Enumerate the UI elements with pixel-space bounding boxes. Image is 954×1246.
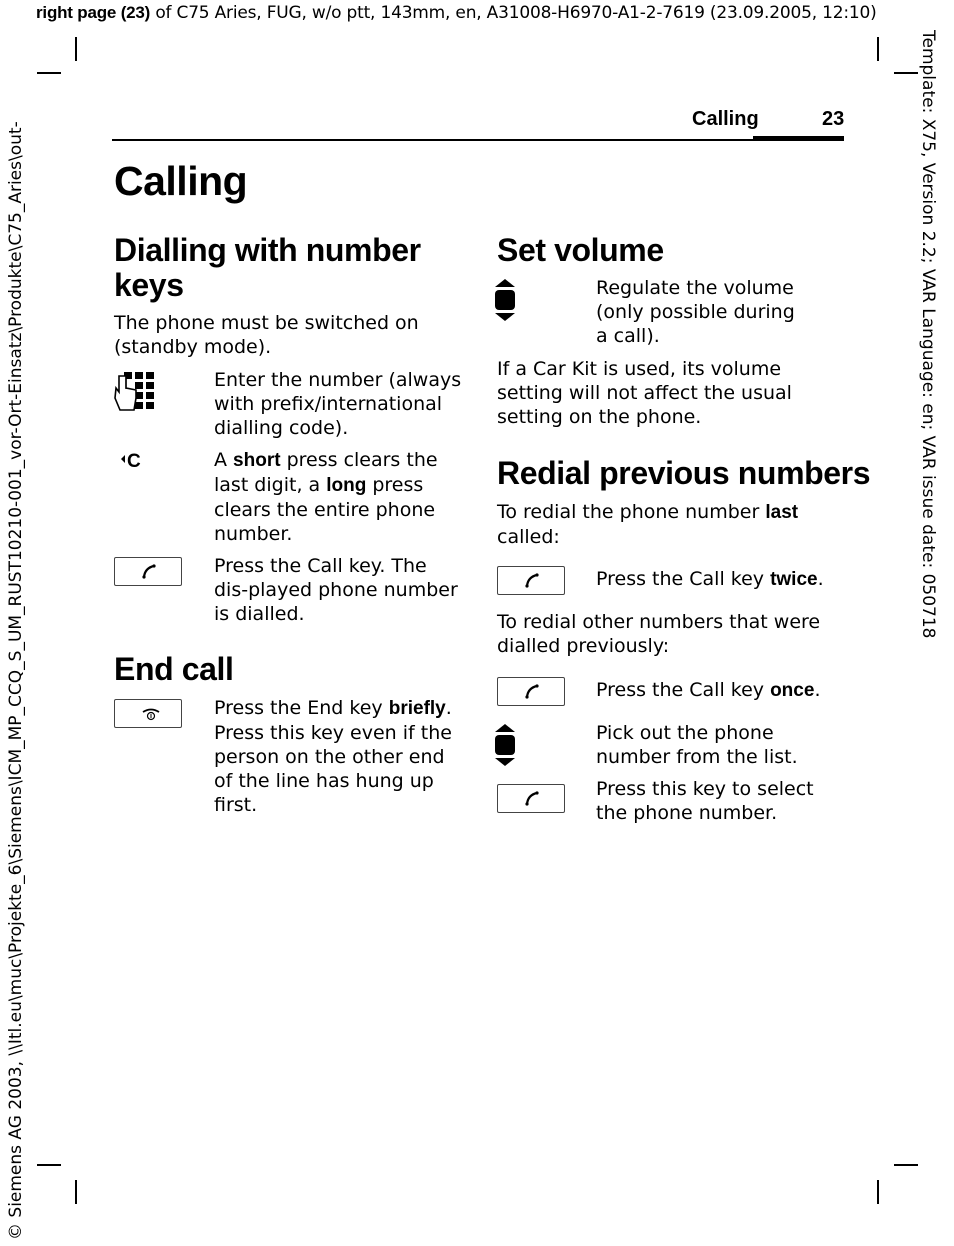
end-text-1: Press the End key bbox=[214, 697, 389, 719]
print-info-line bbox=[36, 3, 877, 23]
redial-intro-text-2: called: bbox=[497, 526, 560, 548]
volume-note: If a Car Kit is used, its volume setting will not affect the usual setting on the phone. bbox=[497, 358, 792, 428]
clear-bold-long: long bbox=[326, 475, 367, 496]
crop-mark bbox=[37, 1164, 61, 1166]
clear-text-3: press clears the entire phone number. bbox=[214, 474, 436, 545]
end-bold-briefly: briefly bbox=[388, 698, 446, 719]
redial-intro-other: To redial other numbers that were dialled previously: bbox=[497, 611, 821, 657]
clear-text-1: A bbox=[214, 449, 234, 471]
dialling-intro: The phone must be switched on (standby mode). bbox=[114, 312, 419, 358]
once-text-1: Press the Call key bbox=[596, 679, 771, 701]
call-key-icon bbox=[497, 784, 565, 813]
clear-text-2: press clears the last digit, a bbox=[214, 449, 438, 496]
section-heading-volume: Set volume bbox=[497, 232, 664, 268]
twice-text-2: . bbox=[817, 568, 824, 590]
page-number: 23 bbox=[822, 108, 845, 130]
print-info-page: right page (23) bbox=[36, 3, 151, 22]
redial-step-pick: Pick out the phone number from the list. bbox=[596, 722, 798, 768]
section-heading-end-call: End call bbox=[114, 651, 234, 687]
copyright-path: © Siemens AG 2003, \\Itl.eu\muc\Projekte_6\Siemens\ICM_MP_CCQ_S_UM_RUST10210-001_vor-Ort-Einsatz\Produkte\C75_Aries\out- bbox=[6, 121, 26, 1240]
redial-step-twice bbox=[596, 567, 846, 592]
chapter-title: Calling bbox=[114, 158, 248, 204]
header-rule bbox=[112, 139, 844, 141]
header-rule-accent bbox=[753, 136, 844, 141]
dialling-step-enter: Enter the number (always with prefix/international dialling code). bbox=[214, 369, 462, 439]
once-text-2: . bbox=[814, 679, 821, 701]
end-text-2: . Press this key even if the person on the other end of the line has hung up first. bbox=[214, 697, 452, 816]
clear-bold-short: short bbox=[233, 450, 281, 471]
end-key-icon bbox=[114, 699, 182, 728]
redial-bold-last: last bbox=[765, 502, 799, 523]
redial-intro bbox=[497, 500, 837, 549]
running-title: Calling bbox=[692, 108, 759, 130]
print-info-details: of C75 Aries, FUG, w/o ptt, 143mm, en, A31008-H6970-A1-2-7619 (23.09.2005, 12:10) bbox=[150, 3, 877, 23]
call-key-icon bbox=[497, 677, 565, 706]
redial-step-once bbox=[596, 678, 846, 703]
navigation-key-icon bbox=[494, 723, 516, 771]
redial-bold-once: once bbox=[770, 680, 815, 701]
call-key-icon bbox=[497, 566, 565, 595]
redial-step-select: Press this key to select the phone number. bbox=[596, 778, 814, 824]
redial-bold-twice: twice bbox=[770, 569, 818, 590]
volume-control-icon bbox=[494, 278, 516, 326]
section-heading-redial: Redial previous numbers bbox=[497, 455, 871, 491]
crop-mark bbox=[877, 1180, 879, 1204]
redial-intro-text-1: To redial the phone number bbox=[497, 501, 766, 523]
template-info: Template: X75, Version 2.2; VAR Language: en; VAR issue date: 050718 bbox=[918, 30, 938, 639]
dialling-step-clear bbox=[214, 448, 464, 546]
twice-text-1: Press the Call key bbox=[596, 568, 771, 590]
crop-mark bbox=[75, 1180, 77, 1204]
call-key-icon bbox=[114, 557, 182, 586]
dialling-step-call: Press the Call key. The dis-played phone number is dialled. bbox=[214, 555, 458, 625]
crop-mark bbox=[75, 37, 77, 61]
crop-mark bbox=[877, 37, 879, 61]
crop-mark bbox=[894, 72, 918, 74]
end-call-step bbox=[214, 696, 464, 817]
crop-mark bbox=[894, 1164, 918, 1166]
crop-mark bbox=[37, 72, 61, 74]
section-heading-dialling: Dialling with number keys bbox=[114, 232, 421, 303]
svg-text:C: C bbox=[127, 451, 141, 470]
volume-step: Regulate the volume (only possible during a call). bbox=[596, 277, 795, 347]
clear-key-icon bbox=[119, 448, 141, 474]
keypad-icon bbox=[114, 370, 158, 420]
